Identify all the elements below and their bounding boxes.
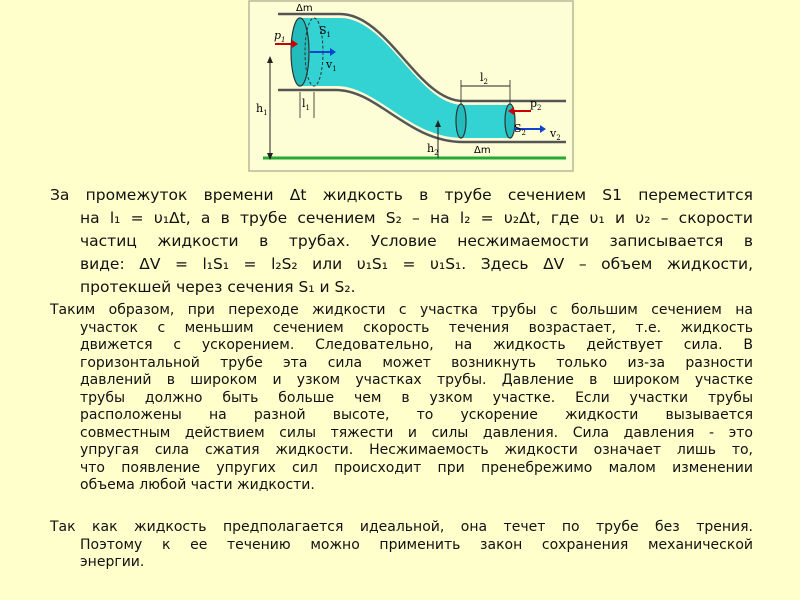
paragraph-2-line: движется с ускорением. Следовательно, на жидкость действует сила. В <box>80 337 753 353</box>
paragraph-2-line: давлений в широком и узком участках трубы. Давление в широком участке <box>80 372 753 388</box>
section-s1-left <box>291 18 309 86</box>
l2-label: $l_2$ <box>480 71 488 86</box>
pipe-flow-figure <box>248 0 574 172</box>
paragraph-3-line: Так как жидкость предполагается идеальной, она течет по трубе без трения. <box>50 519 753 535</box>
h1-label: $h_1$ <box>256 102 268 117</box>
l1-label: $l_1$ <box>302 97 310 112</box>
s1-label: $S_1$ <box>319 24 332 39</box>
dm-bottom-label: Δm <box>474 145 491 156</box>
paragraph-2-line: совместным действием силы тяжести и силы давления. Сила давления - это <box>80 424 753 441</box>
section-s2-left <box>456 104 466 138</box>
s2-label: $S_2$ <box>514 122 527 137</box>
paragraph-2-line: участок с меньшим сечением скорость течения возрастает, т.е. жидкость <box>80 319 753 336</box>
paragraph-1-line: За промежуток времени Δt жидкость в трубе сечением S1 переместится <box>50 186 753 204</box>
paragraph-1-line: протекшей через сечения S₁ и S₂. <box>80 278 356 296</box>
p2-label: $p_2$ <box>530 97 542 112</box>
h2-label: $h_2$ <box>427 142 439 157</box>
paragraph-1-line: на l₁ = υ₁Δt, а в трубе сечением S₂ – на l₂ = υ₂Δt, где υ₁ и υ₂ – скорости <box>80 209 753 227</box>
paragraph-2 <box>50 302 753 495</box>
paragraph-2-line: упругая сила сжатия жидкости. Несжимаемость жидкости означает лишь то, <box>80 442 753 458</box>
dm-top-label: Δm <box>296 3 313 14</box>
paragraph-2-line: объема любой части жидкости. <box>80 477 315 493</box>
pipe-diagram <box>248 0 574 172</box>
paragraph-1 <box>50 184 753 299</box>
paragraph-2-line: горизонтальной трубе эта сила может возникнуть только из-за разности <box>80 354 753 371</box>
paragraph-1-line: частиц жидкости в трубах. Условие несжимаемости записывается в <box>80 232 753 250</box>
v2-label: $v_2$ <box>550 127 561 142</box>
paragraph-2-line: Таким образом, при переходе жидкости с участка трубы с большим сечением на <box>50 302 753 318</box>
paragraph-3-line: энергии. <box>80 554 145 570</box>
paragraph-2-line: что появление упругих сил происходит при пренебрежимо малом изменении <box>80 459 753 476</box>
paragraph-2-line: расположены на разной высоте, то ускорение жидкости вызывается <box>80 407 753 423</box>
paragraph-1-line: виде: ΔV = l₁S₁ = l₂S₂ или υ₁S₁ = υ₁S₁. Здесь ΔV – объем жидкости, <box>80 255 753 273</box>
paragraph-3 <box>50 519 753 572</box>
paragraph-2-line: трубы должно быть больше чем в узком участке. Если участки трубы <box>80 389 753 406</box>
p1-label: $p_1$ <box>274 29 286 44</box>
paragraph-3-line: Поэтому к ее течению можно применить закон сохранения механической <box>80 536 753 553</box>
v1-label: $v_1$ <box>326 58 337 73</box>
